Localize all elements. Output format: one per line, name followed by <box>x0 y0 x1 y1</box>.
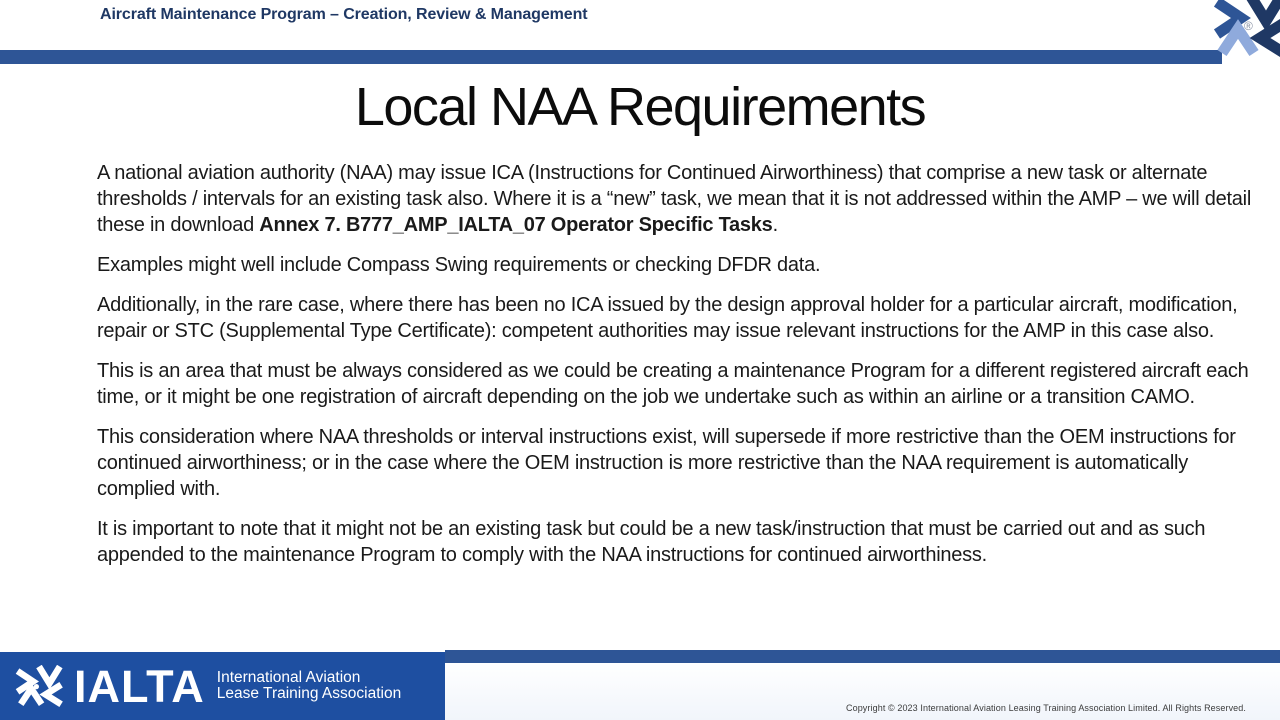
paragraph <box>97 358 1252 410</box>
paragraph <box>97 252 1252 278</box>
ialta-logo-mark <box>1210 0 1280 57</box>
logo-center-dot <box>34 684 39 689</box>
chevron-down-icon <box>1250 0 1280 21</box>
page-title: Local NAA Requirements <box>354 77 926 137</box>
header-divider-bar <box>0 50 1222 64</box>
paragraph-text: This consideration where NAA thresholds or interval instructions exist, will supersede if more restrictive than the OEM instructions for continued airworthiness; or in the case where the OEM instruction is more restrictive than the NAA requirement is automatically complied with. <box>97 426 1236 500</box>
chevron-left-icon <box>1260 23 1280 53</box>
paragraph-text: It is important to note that it might not be an existing task but could be a new task/instruction that must be carried out and as such appended to the maintenance Program to comply with the NAA instructions for continued airworthiness. <box>97 518 1206 566</box>
ialta-tagline <box>217 670 401 702</box>
paragraph-text: This is an area that must be always considered as we could be creating a maintenance Program for a different registered aircraft each time, or it might be one registration of aircraft depending on the job we undertake such as within an airline or a transition CAMO. <box>97 360 1249 408</box>
tagline-line-1: International Aviation <box>216 669 361 686</box>
ialta-wordmark: IALTA <box>74 660 205 712</box>
chevron-left-icon <box>46 685 62 705</box>
paragraph-text: . <box>772 214 778 236</box>
slide-body <box>97 160 1252 582</box>
paragraph <box>97 424 1252 502</box>
tagline-line-2: Lease Training Association <box>216 685 402 702</box>
chevron-down-icon <box>39 667 60 684</box>
paragraph <box>97 160 1252 238</box>
slide-header-title: Aircraft Maintenance Program – Creation, Review & Management <box>100 6 588 23</box>
paragraph-text: A national aviation authority (NAA) may issue ICA (Instructions for Continued Airworthiness) that comprise a new task or alternate thresholds / intervals for an existing task also. Where it is a “new” task, we mean that it is not addressed within the AMP – we will detail these in download <box>97 162 1252 236</box>
paragraph-text: Examples might well include Compass Swing requirements or checking DFDR data. <box>97 254 821 276</box>
footer-divider-bar <box>445 650 1280 663</box>
paragraph-text: Additionally, in the rare case, where there has been no ICA issued by the design approval holder for a particular aircraft, modification, repair or STC (Supplemental Type Certificate): competent authorities may issue relevant instructions for the AMP in this case also. <box>97 294 1238 342</box>
paragraph <box>97 292 1252 344</box>
ialta-logo-mark-white <box>13 665 65 707</box>
copyright-notice: Copyright © 2023 International Aviation Leasing Training Association Limited. All Rights Reserved. <box>846 703 1246 713</box>
ialta-footer-logo <box>0 652 445 720</box>
registered-trademark-symbol: ® <box>1244 19 1253 33</box>
paragraph <box>97 516 1252 568</box>
paragraph-bold-text: Annex 7. B777_AMP_IALTA_07 Operator Specific Tasks <box>259 214 773 236</box>
